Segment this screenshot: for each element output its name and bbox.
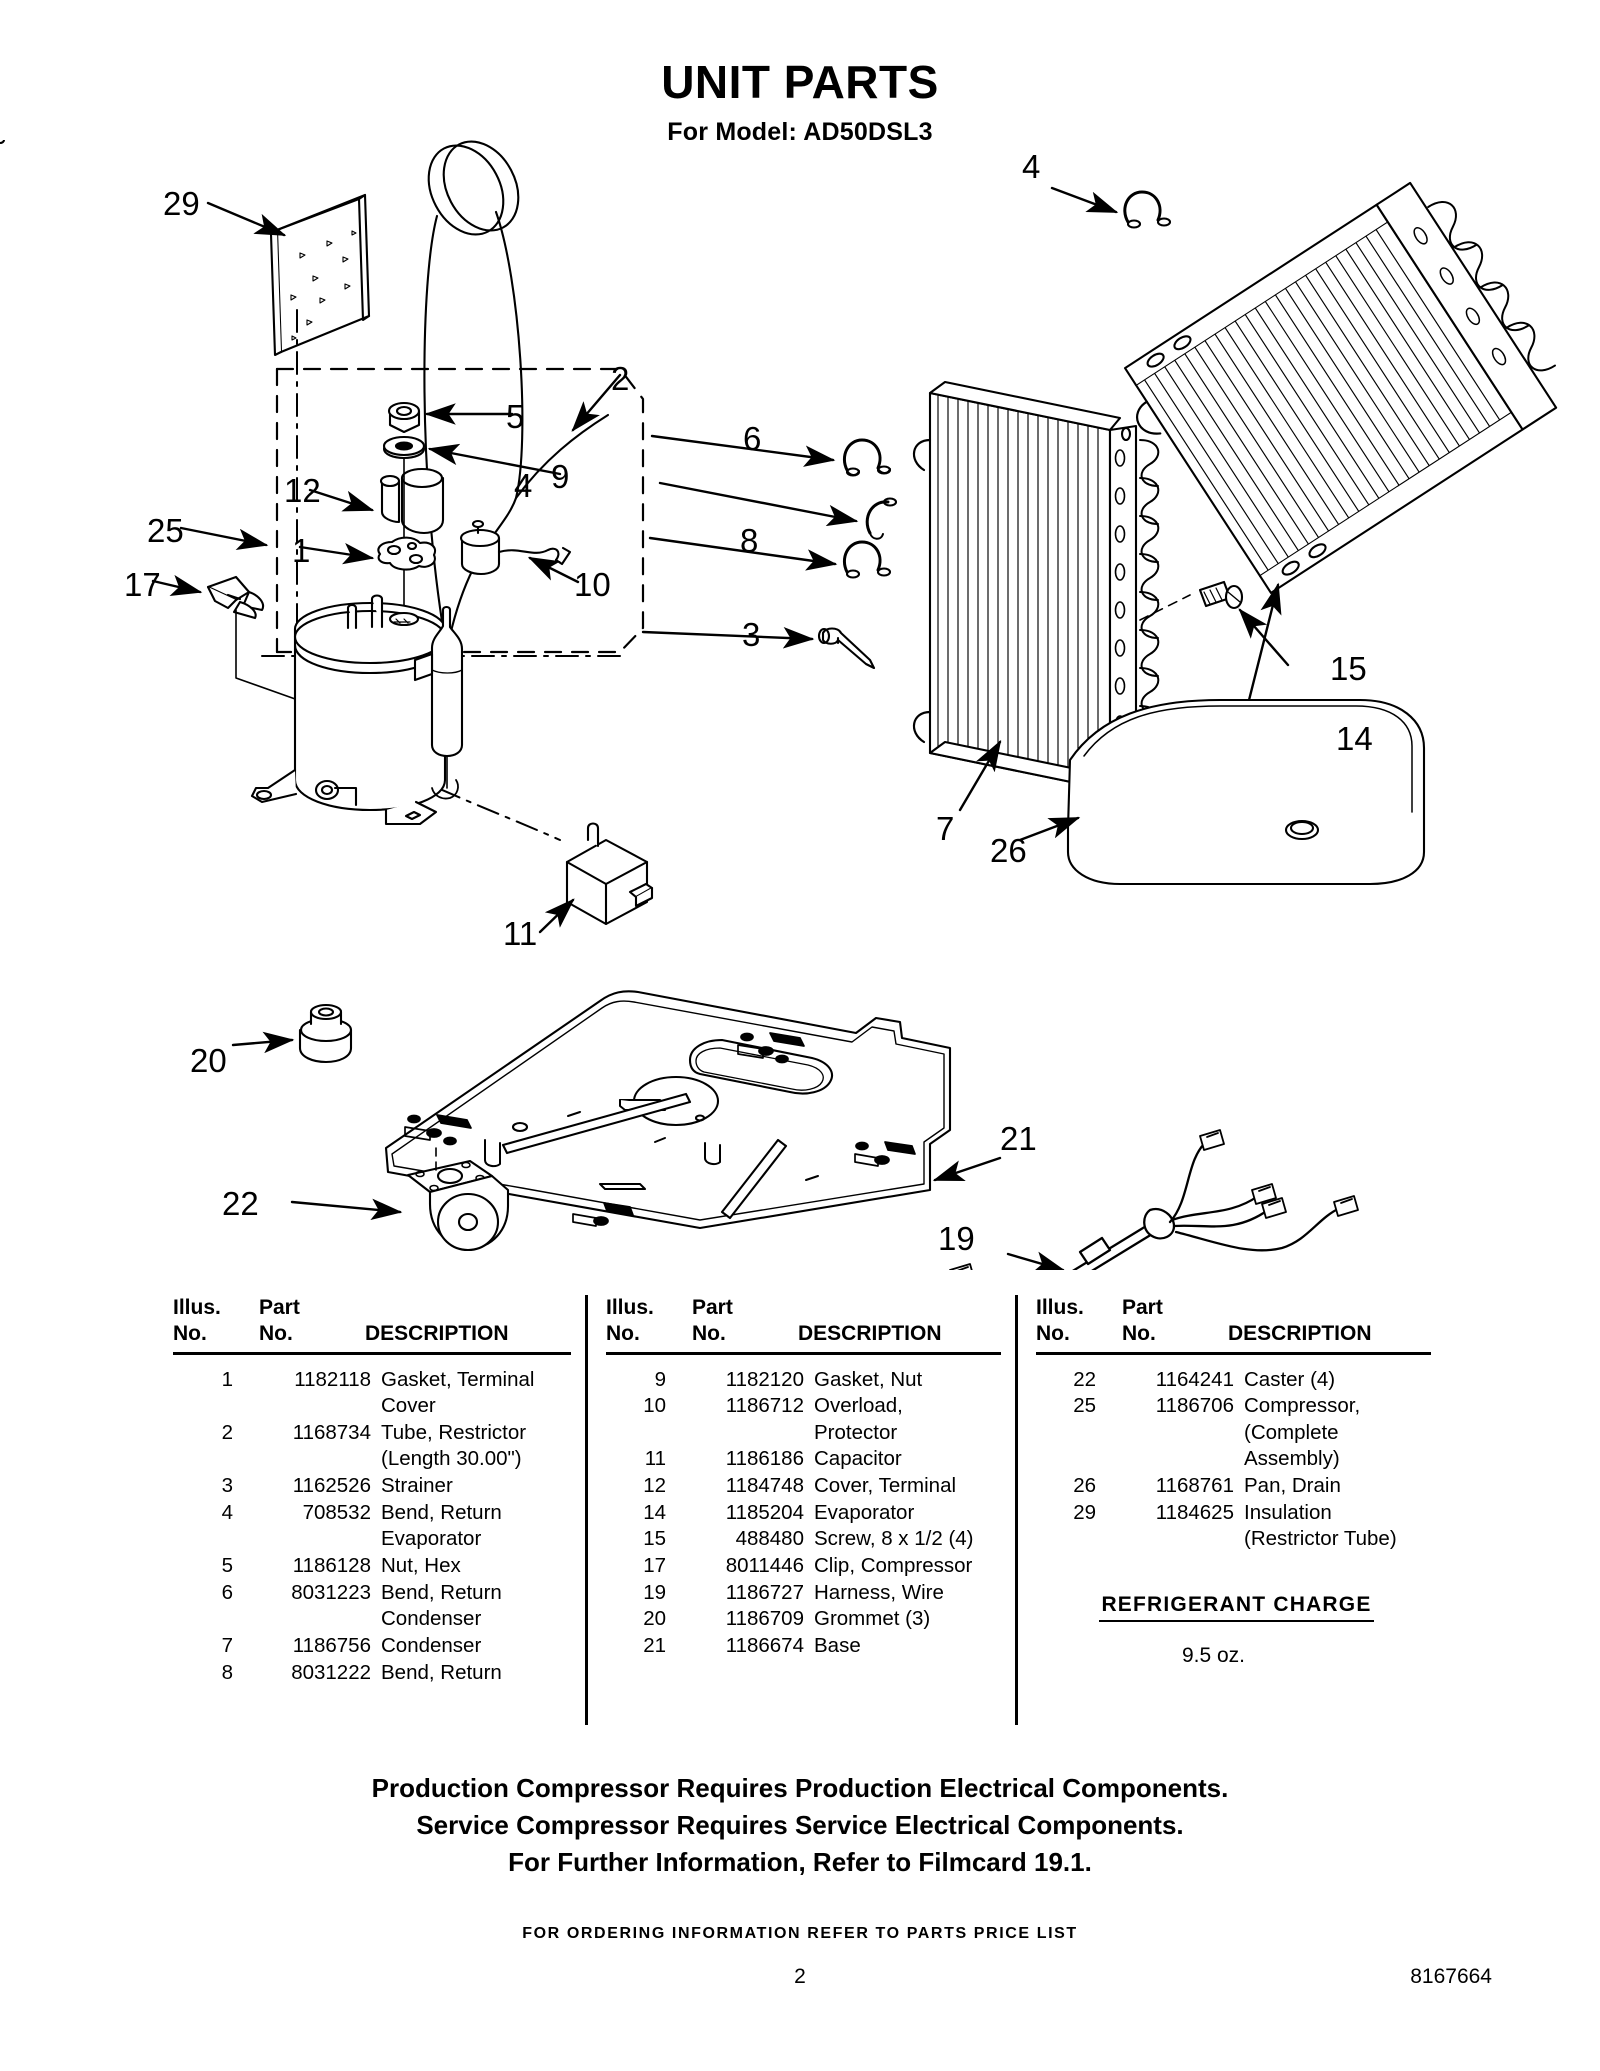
parts-rows-2 bbox=[606, 1367, 1001, 1660]
ordering-information-note: FOR ORDERING INFORMATION REFER TO PARTS PRICE LIST bbox=[522, 1925, 1078, 1942]
refrigerant-charge-title: REFRIGERANT CHARGE bbox=[1099, 1593, 1373, 1622]
page-number: 2 bbox=[794, 1965, 806, 1988]
callout-20: 20 bbox=[190, 1042, 227, 1079]
callout-14: 14 bbox=[1336, 720, 1373, 757]
overload-protector-part bbox=[461, 521, 570, 574]
insulation-panel-part bbox=[271, 195, 369, 355]
document-number: 8167664 bbox=[1410, 1965, 1492, 1988]
table-row: 10 1186712 Overload, Protector bbox=[643, 1394, 903, 1444]
screw-part bbox=[1200, 582, 1242, 608]
page-title: UNIT PARTS bbox=[661, 56, 939, 108]
refrigerant-charge-section bbox=[1036, 1553, 1431, 1668]
callout-25: 25 bbox=[147, 512, 184, 549]
return-bend-evaporator-4a bbox=[867, 499, 896, 539]
return-bend-evaporator-4b bbox=[1125, 192, 1170, 228]
callout-19: 19 bbox=[938, 1220, 975, 1257]
table-row: 20 1186709 Grommet (3) bbox=[643, 1607, 931, 1631]
table-row: 5 1186128 Nut, Hex bbox=[221, 1553, 461, 1577]
callout-11: 11 bbox=[503, 915, 538, 952]
table-row: 21 1186674 Base bbox=[643, 1633, 861, 1657]
callout-3: 3 bbox=[742, 616, 761, 653]
column-header bbox=[173, 1295, 571, 1348]
compressor-notes bbox=[0, 1770, 1600, 1881]
base-plate-part bbox=[0, 140, 950, 1228]
table-row: 22 1164241 Caster (4) bbox=[1073, 1367, 1336, 1391]
table-row: 25 1186706 Compressor, (Complete Assembly) bbox=[1073, 1394, 1361, 1471]
table-row: 1 1182118 Gasket, Terminal Cover bbox=[221, 1367, 535, 1418]
callout-21: 21 bbox=[1000, 1120, 1037, 1157]
callout-4b: 4 bbox=[1022, 148, 1041, 185]
column-header: Illus. No. Part No. DESCRIPTION bbox=[606, 1296, 942, 1346]
diagram-canvas bbox=[0, 140, 1600, 1270]
capacitor-part bbox=[567, 824, 652, 925]
exploded-parts-diagram bbox=[0, 140, 1600, 1270]
callout-22: 22 bbox=[222, 1185, 259, 1222]
grommet-part bbox=[300, 1005, 351, 1062]
parts-column-3 bbox=[1015, 1295, 1445, 1725]
callout-2: 2 bbox=[611, 360, 630, 397]
callout-15: 15 bbox=[1330, 650, 1367, 687]
terminal-cover-part bbox=[381, 469, 443, 533]
callout-8: 8 bbox=[740, 522, 759, 559]
header-rule bbox=[1036, 1352, 1431, 1355]
parts-rows-1 bbox=[173, 1367, 571, 1687]
callout-6: 6 bbox=[743, 420, 762, 457]
column-header: Illus. No. Part No. DESCRIPTION bbox=[1036, 1296, 1372, 1346]
header-rule bbox=[173, 1352, 571, 1355]
callout-9: 9 bbox=[551, 458, 570, 495]
strainer-part bbox=[819, 629, 874, 669]
note-line-2: Service Compressor Requires Service Electrical Components. bbox=[416, 1809, 1184, 1840]
callout-4a: 4 bbox=[514, 467, 533, 504]
table-row: 11 1186186 Capacitor bbox=[644, 1447, 902, 1471]
refrigerant-charge-value: 9.5 oz. bbox=[1181, 1643, 1246, 1667]
parts-rows-3 bbox=[1036, 1367, 1431, 1553]
table-row: 7 1186756 Condenser bbox=[221, 1633, 482, 1657]
callout-29: 29 bbox=[163, 185, 200, 222]
wire-harness-part bbox=[930, 1130, 1358, 1270]
callout-17: 17 bbox=[124, 566, 161, 603]
note-line-3: For Further Information, Refer to Filmcard 19.1. bbox=[508, 1846, 1092, 1877]
callout-10: 10 bbox=[574, 566, 611, 603]
callout-26: 26 bbox=[990, 832, 1027, 869]
parts-column-1 bbox=[155, 1295, 585, 1725]
header-description: DESCRIPTION bbox=[365, 1322, 509, 1346]
table-row: 12 1184748 Cover, Terminal bbox=[643, 1474, 957, 1498]
table-row: 2 1168734 Tube, Restrictor (Length 30.00") bbox=[221, 1420, 527, 1471]
table-row: 19 1186727 Harness, Wire bbox=[643, 1580, 944, 1604]
table-row: 8 8031222 Bend, Return bbox=[221, 1660, 502, 1684]
hex-nut-part bbox=[389, 403, 419, 432]
table-row: 14 1185204 Evaporator bbox=[643, 1500, 915, 1524]
table-row: 9 1182120 Gasket, Nut bbox=[654, 1367, 923, 1391]
callout-7: 7 bbox=[936, 810, 955, 847]
table-row: 15 488480 Screw, 8 x 1/2 (4) bbox=[643, 1527, 974, 1551]
header-part-line1: Part bbox=[259, 1296, 300, 1319]
parts-column-2 bbox=[585, 1295, 1015, 1725]
model-subtitle: For Model: AD50DSL3 bbox=[667, 118, 933, 147]
header-illus-line1: Illus. bbox=[173, 1296, 221, 1319]
table-row: 3 1162526 Strainer bbox=[221, 1474, 453, 1498]
table-row: 29 1184625 Insulation (Restrictor Tube) bbox=[1073, 1500, 1397, 1551]
compressor-body-part bbox=[252, 596, 462, 825]
parts-table bbox=[0, 1295, 1600, 1725]
return-bend-condenser-6 bbox=[844, 440, 890, 476]
table-row: 17 8011446 Clip, Compressor bbox=[643, 1553, 973, 1577]
table-row: 6 8031223 Bend, Return Condenser bbox=[221, 1580, 502, 1631]
evaporator-part bbox=[1109, 170, 1575, 603]
header-part-line2: No. bbox=[259, 1322, 293, 1346]
callout-12: 12 bbox=[284, 472, 321, 509]
header-illus-line2: No. bbox=[173, 1322, 207, 1346]
terminal-gasket-part bbox=[378, 538, 435, 570]
table-row: 4 708532 Bend, Return Evaporator bbox=[221, 1500, 502, 1551]
note-line-1: Production Compressor Requires Production Electrical Components. bbox=[371, 1773, 1229, 1803]
return-bend-8 bbox=[844, 542, 890, 578]
header-rule bbox=[606, 1352, 1001, 1355]
callout-1: 1 bbox=[292, 532, 311, 569]
page-header bbox=[0, 58, 1600, 147]
nut-gasket-part bbox=[384, 437, 424, 458]
callout-5: 5 bbox=[506, 398, 525, 435]
table-row: 26 1168761 Pan, Drain bbox=[1073, 1474, 1341, 1498]
